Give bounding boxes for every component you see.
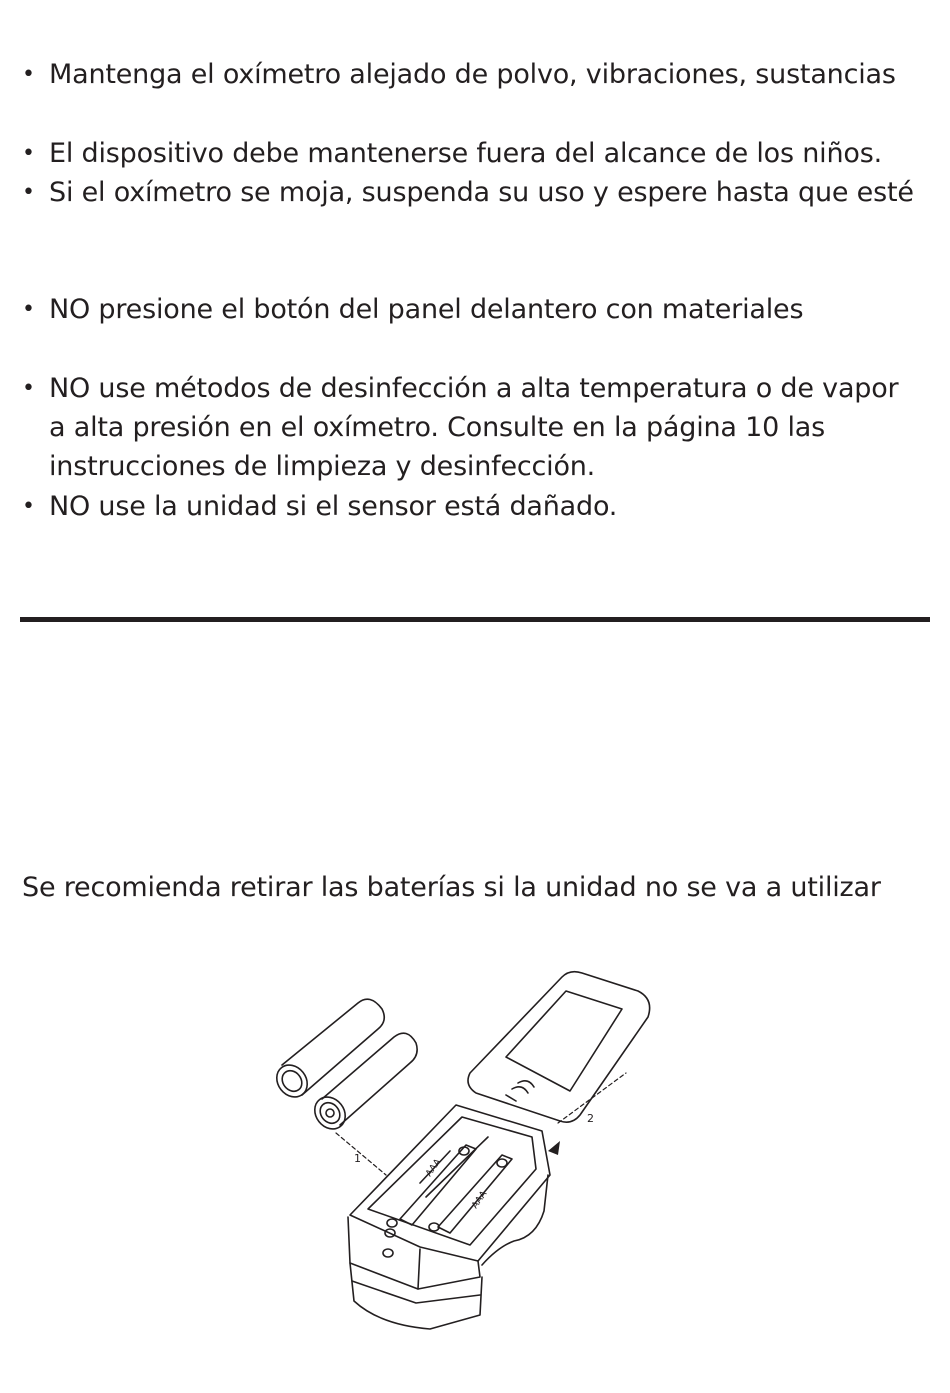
warning-text: instrucciones de limpieza y desinfección. <box>49 451 596 482</box>
bullet-icon: • <box>22 494 35 519</box>
warning-text: a alta presión en el oxímetro. Consulte en la página 10 las <box>49 412 826 443</box>
battery-note: Se recomienda retirar las baterías si la unidad no se va a utilizar <box>22 872 881 903</box>
battery-icon <box>271 999 385 1103</box>
oximeter-body <box>348 1105 550 1329</box>
warning-text: NO use métodos de desinfección a alta temperatura o de vapor <box>49 373 899 404</box>
battery-compartment-label: AAA <box>470 1189 490 1211</box>
bullet-icon: • <box>22 297 35 322</box>
section-divider <box>20 617 930 622</box>
arrow-icon <box>548 1141 560 1155</box>
bullet-icon: • <box>22 376 35 401</box>
callout-label: 1 <box>354 1152 361 1165</box>
warning-text: NO use la unidad si el sensor está dañado. <box>49 491 618 522</box>
bullet-icon: • <box>22 180 35 205</box>
bullet-icon: • <box>22 141 35 166</box>
warning-text: El dispositivo debe mantenerse fuera del alcance de los niños. <box>49 138 882 169</box>
battery-cover <box>468 972 650 1122</box>
callout-label: 2 <box>587 1112 594 1125</box>
bullet-icon: • <box>22 62 35 87</box>
warning-text: NO presione el botón del panel delantero con materiales <box>49 294 804 325</box>
battery-compartment-label: AAA <box>424 1157 444 1179</box>
warning-text: Si el oxímetro se moja, suspenda su uso y espere hasta que esté <box>49 177 914 208</box>
warning-text: Mantenga el oxímetro alejado de polvo, vibraciones, sustancias <box>49 59 896 90</box>
battery-installation-illustration <box>270 965 670 1360</box>
battery-icon <box>309 1033 418 1135</box>
